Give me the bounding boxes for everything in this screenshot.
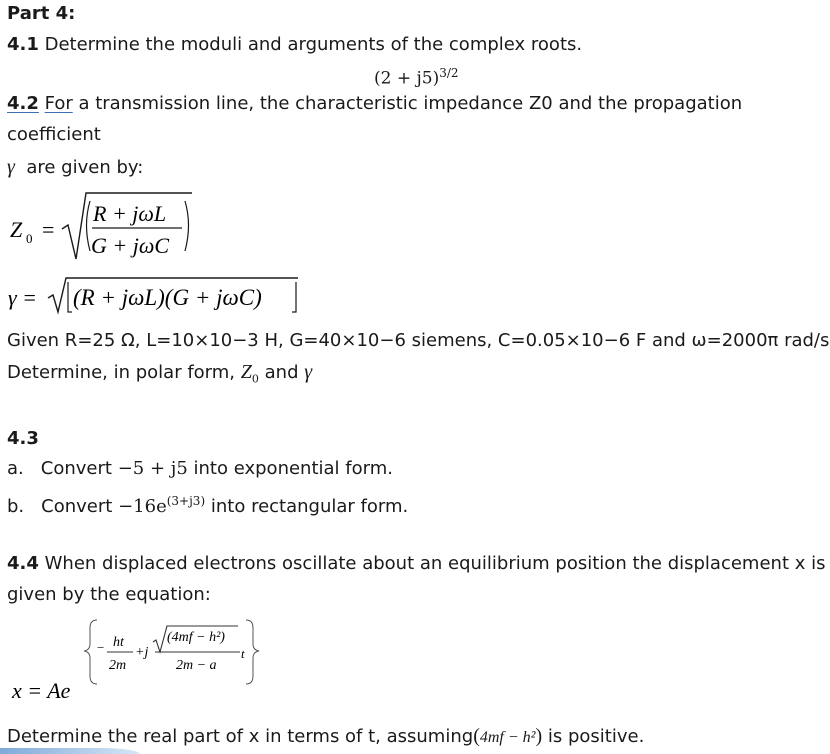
suffix-a: into exponential form. bbox=[193, 458, 393, 479]
for-word: For bbox=[44, 93, 73, 114]
question-4-2-line2: coefficient bbox=[7, 124, 101, 145]
determine-prefix: Determine, in polar form, bbox=[7, 362, 236, 383]
equation-lhs: x = Ae bbox=[12, 678, 71, 703]
complex-root-expression bbox=[374, 66, 459, 89]
question-text: a transmission line, the characteristic impedance Z0 and the propagation bbox=[72, 93, 743, 114]
part-title: Part 4: bbox=[7, 3, 76, 24]
z-subscript: 0 bbox=[251, 372, 259, 386]
gamma-left-bracket bbox=[68, 282, 72, 312]
item-label-a: a. bbox=[7, 458, 24, 479]
item-label-b: b. bbox=[7, 496, 25, 517]
question-text: When displaced electrons oscillate about an equilibrium position the displacement x is bbox=[38, 553, 826, 574]
convert-text: Convert bbox=[40, 458, 112, 479]
expression-a: −5 + j5 bbox=[117, 458, 188, 479]
final-question-line bbox=[7, 724, 644, 750]
question-number: 4.1 bbox=[7, 34, 39, 55]
z0-left-paren bbox=[87, 201, 91, 251]
question-number: 4.4 bbox=[7, 553, 39, 574]
exponent-ht: ht bbox=[113, 635, 124, 650]
gamma-symbol: γ bbox=[7, 156, 15, 178]
z0-equals: = bbox=[42, 217, 55, 242]
z0-right-paren bbox=[185, 201, 189, 251]
final-expression-wrapper bbox=[473, 725, 543, 747]
exponent-denominator: 2m − a bbox=[176, 658, 217, 673]
left-paren: ( bbox=[473, 725, 480, 747]
question-4-3-number: 4.3 bbox=[7, 428, 39, 449]
question-4-3-a bbox=[7, 457, 393, 481]
exponent-left-brace bbox=[84, 620, 97, 684]
final-suffix: is positive. bbox=[547, 726, 645, 747]
displacement-equation bbox=[0, 610, 300, 706]
root-exponent: 3/2 bbox=[439, 66, 459, 80]
gamma-body: (R + jωL)(G + jωC) bbox=[73, 285, 262, 310]
gamma-symbol-2: γ bbox=[304, 361, 313, 383]
question-4-4-line1 bbox=[7, 552, 826, 576]
exponent-sqrt-body: (4mf − h²) bbox=[167, 630, 225, 645]
convert-text: Convert bbox=[41, 496, 113, 517]
z0-subscript: 0 bbox=[26, 231, 33, 246]
question-4-1 bbox=[7, 33, 582, 57]
expression-b-exponent: (3+j3) bbox=[166, 494, 206, 508]
determine-polar-form bbox=[7, 360, 312, 392]
final-expression: 4mf − h² bbox=[479, 729, 536, 746]
question-text: Determine the moduli and arguments of the complex roots. bbox=[38, 34, 583, 55]
z0-denominator: G + jωC bbox=[91, 233, 170, 258]
question-number: 4.2 bbox=[7, 93, 39, 114]
decorative-bottom-bar bbox=[0, 748, 140, 754]
given-values: Given R=25 Ω, L=10×10−3 H, G=40×10−6 siemens, C=0.05×10−6 F and ω=2000π rad/s bbox=[7, 330, 830, 351]
exponent-t: t bbox=[241, 646, 245, 661]
z0-lhs: Z bbox=[10, 217, 23, 242]
root-base: (2 + j5) bbox=[374, 68, 440, 89]
z-symbol: Z bbox=[240, 361, 252, 383]
gamma-lhs: γ = bbox=[8, 285, 38, 310]
question-4-4-line2: given by the equation: bbox=[7, 584, 211, 605]
are-given-by: are given by: bbox=[26, 157, 144, 178]
exponent-right-brace bbox=[246, 620, 259, 684]
expression-b: −16e bbox=[118, 496, 167, 517]
question-4-3-b bbox=[7, 489, 408, 519]
question-4-2-line1 bbox=[7, 92, 742, 116]
question-4-2-line3 bbox=[7, 155, 143, 180]
exponent-minus: − bbox=[97, 640, 105, 655]
exponent-plus-j: +j bbox=[135, 645, 149, 660]
z0-formula bbox=[0, 185, 220, 265]
gamma-formula bbox=[0, 272, 320, 318]
final-prefix: Determine the real part of x in terms of t, assuming bbox=[7, 726, 474, 747]
gamma-right-bracket bbox=[292, 282, 296, 312]
right-paren: ) bbox=[535, 725, 543, 747]
z0-numerator: R + jωL bbox=[93, 201, 167, 226]
suffix-b: into rectangular form. bbox=[210, 496, 409, 517]
exponent-2m: 2m bbox=[109, 658, 127, 673]
and-word: and bbox=[264, 362, 299, 383]
